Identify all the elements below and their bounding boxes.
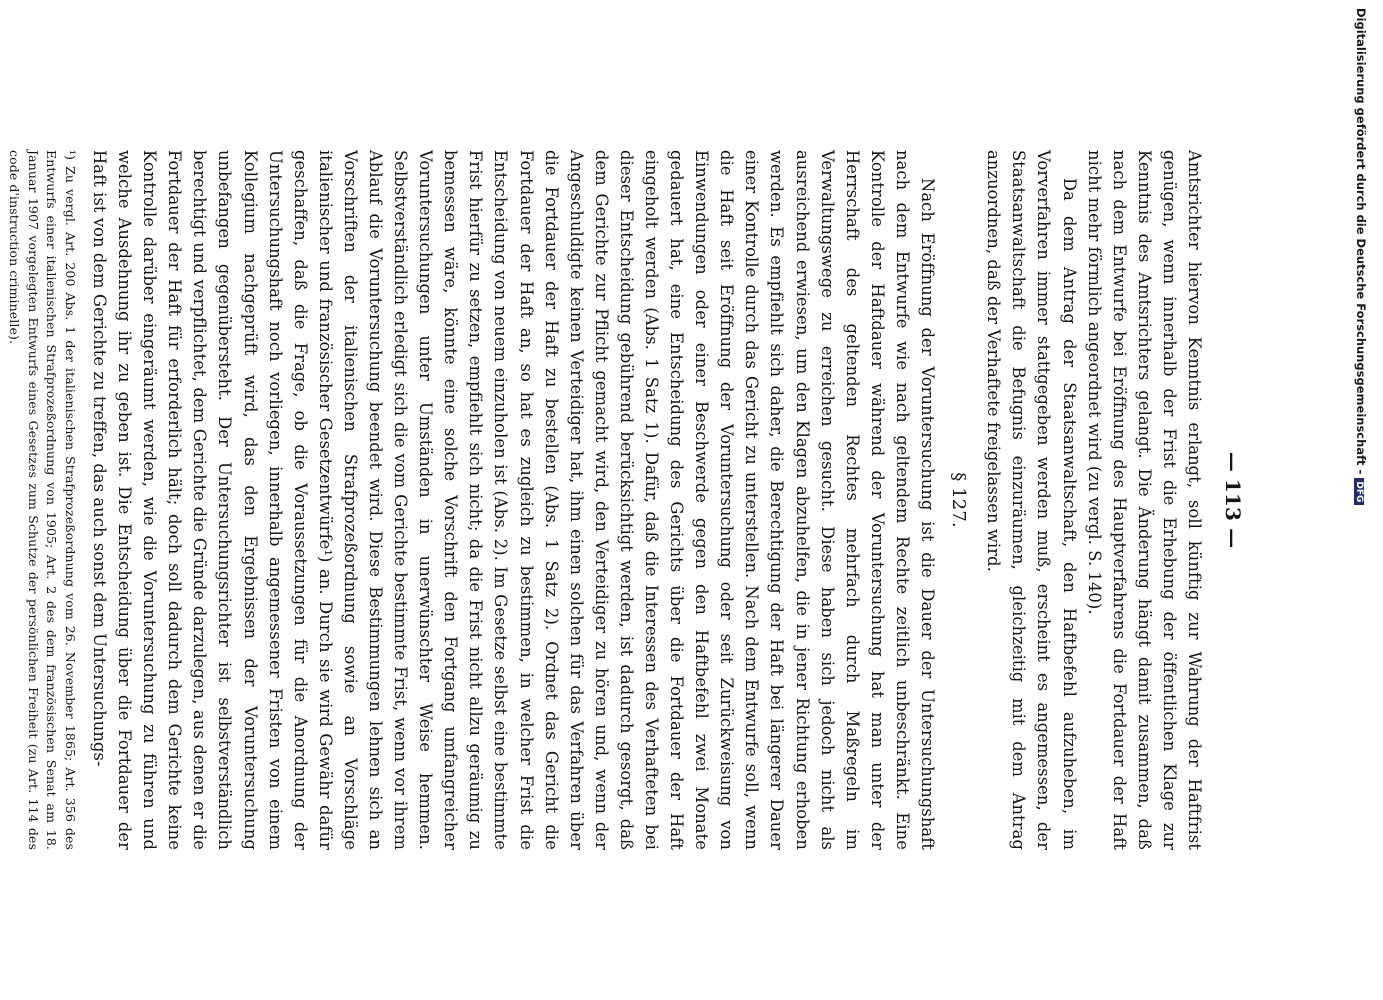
page-content	[7, 150, 1245, 850]
paragraph-2: Da dem Antrag der Staatsanwaltschaft, den Haftbefehl aufzuheben, im Vorverfahren immer stattgegeben werden muß, erscheint es angemessen, der Staatsanwaltschaft die Befugnis einzuräumen, gleichzeitig mit dem Antrag anzuordnen, daß der Verhaftete freigelassen wird.	[984, 150, 1079, 850]
paragraph-1: Amtsrichter hiervon Kenntnis erlangt, soll künftig zur Wahrung der Haftfrist genügen, wenn innerhalb der Frist die Erhebung der öffentlichen Klage zur Kenntnis des Amtsrichters gelangt. Die Änderung hängt damit zusammen, daß nach dem Entwurfe bei Eröffnung des Hauptverfahrens die Fortdauer der Haft nicht mehr förmlich angeordnet wird (zu vergl. S. 140).	[1084, 150, 1204, 850]
paragraph-main: Nach Eröffnung der Voruntersuchung ist die Dauer der Untersuchungshaft nach dem Entwurfe wie nach geltendem Rechte zeitlich unbeschränkt. Eine Kontrolle der Haftdauer während der Voruntersuchung hat man unter der Herrschaft des geltenden Rechtes mehrfach durch Maßregeln im Verwaltungswege zu erreichen gesucht. Diese haben sich jedoch nicht als ausreichend erwiesen, um den Klagen abzuhelfen, die in jener Richtung erhoben werden. Es empfiehlt sich daher, die Berechtigung der Haft bei längerer Dauer einer Kontrolle durch das Gericht zu unterstellen. Nach dem Entwurfe soll, wenn die Haft seit Eröffnung der Voruntersuchung oder seit Zurückweisung von Einwendungen oder einer Beschwerde gegen den Haftbefehl zwei Monate gedauert hat, eine Entscheidung des Gerichts über die Fortdauer der Haft eingeholt werden (Abs. 1 Satz 1). Dafür, daß die Interessen des Verhafteten bei dieser Entscheidung gebührend berücksichtigt werden, ist dadurch gesorgt, daß dem Gerichte zur Pflicht gemacht wird, den Verteidiger zu hören und, wenn der Angeschuldigte keinen Verteidiger hat, ihm einen solchen für das Verfahren über die Fortdauer der Haft zu bestellen (Abs. 1 Satz 2). Ordnet das Gericht die Fortdauer der Haft an, so hat es zugleich zu bestimmen, in welcher Frist die Entscheidung von neuem einzuholen ist (Abs. 2). Im Gesetze selbst eine bestimmte Frist hierfür zu setzen, empfiehlt sich nicht; da die Frist nicht allzu geräumig zu bemessen wäre, könnte eine solche Vorschrift den Fortgang umfangreicher Voruntersuchungen unter Umständen in unerwünschter Weise hemmen. Selbstverständlich erledigt sich die vom Gerichte bestimmte Frist, wenn vor ihrem Ablauf die Voruntersuchung beendet wird. Diese Bestimmungen lehnen sich an Vorschriften der italienischen Strafprozeßordnung sowie an Vorschläge italienischer und französischer Gesetzentwürfe¹) an. Durch sie wird Gewähr dafür geschaffen, daß die Frage, ob die Voraussetzungen für die Anordnung der Untersuchungshaft noch vorliegen, innerhalb angemessener Fristen von einem Kollegium nachgeprüft wird, das den Ergebnissen der Voruntersuchung unbefangen gegenübersteht. Der Untersuchungsrichter ist selbstverständlich berechtigt und verpflichtet, dem Gerichte die Gründe darzulegen, aus denen er die Fortdauer der Haft für erforderlich hält; doch soll dadurch dem Gerichte keine Kontrolle darüber eingeräumt werden, wie die Voruntersuchung zu führen und welche Ausdehnung ihr zu geben ist. Die Entscheidung über die Fortdauer der Haft ist von dem Gerichte zu treffen, das auch sonst dem Untersuchungs-	[89, 150, 938, 850]
dfg-logo: DFG	[1354, 478, 1364, 505]
digitization-note	[1354, 8, 1368, 505]
footnote-separator	[79, 150, 87, 850]
page-header: — 113 —	[1221, 451, 1245, 549]
digitization-text: Digitalisierung gefördert durch die Deutsche Forschungsgemeinschaft -	[1354, 8, 1368, 475]
footnote: ¹) Zu vergl. Art. 200 Abs. 1 der italienischen Strafprozeßordnung vom 26. November 1865; Art. 356 des Entwurfs einer italienischen Strafprozeßordnung von 1905; Art. 2 des dem französischen Senat am 18. Januar 1907 vorgelegten Entwurfs eines Gesetzes zum Schutze der persönlichen Freiheit (zu Art. 114 des code d'instruction criminelle).	[7, 150, 78, 850]
section-title: § 127.	[948, 472, 970, 528]
